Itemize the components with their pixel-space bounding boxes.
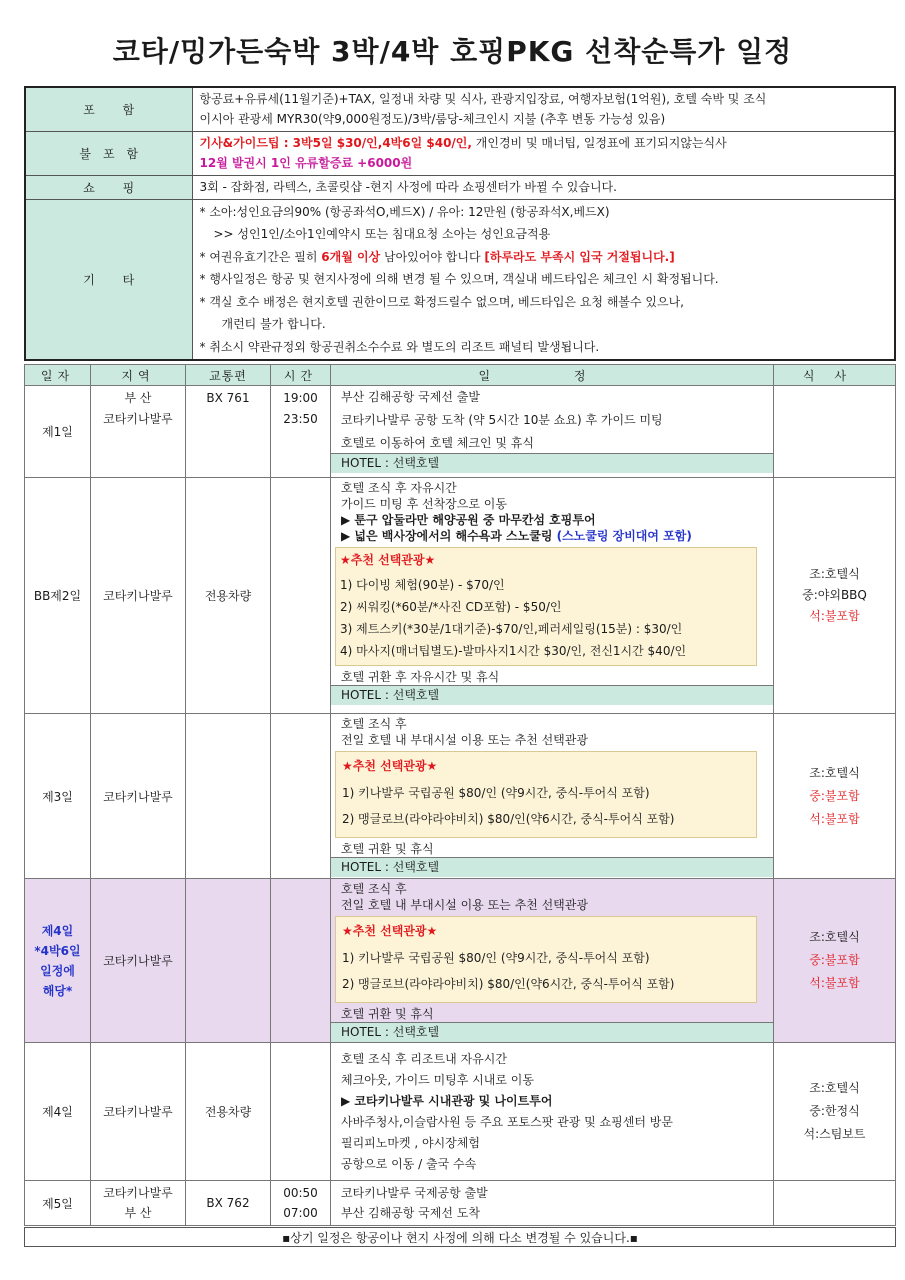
- header-transport: 교통편: [186, 365, 271, 386]
- day4-extended-meals: 조:호텔식 중:불포함 석:불포함: [774, 879, 896, 1043]
- include-line-2: 이시아 관광세 MYR30(약9,000원정도)/3박/룸당-체크인시 지불 (추후 변동 가능성 있음): [199, 112, 666, 127]
- shopping-label: 쇼 핑: [25, 175, 192, 199]
- header-meals: 식사: [774, 365, 896, 386]
- fuel-surcharge: 12월 발권시 1인 유류할증료 +6000원: [199, 156, 413, 170]
- day4-itinerary: 호텔 조식 후 리조트내 자유시간 체크아웃, 가이드 미팅후 시내로 이동 ▶ 코타키나발루 시내관광 및 나이트투어 사바주청사,이슬람사원 등 주요 포토스팟 관광 및 쇼핑센터 방문 필리피노마켓 , 야시장체험 공항으로 이동 / 출국 수속: [331, 1043, 774, 1181]
- exclude-rest: 개인경비 및 매너팁, 일정표에 표기되지않는식사: [471, 136, 727, 150]
- day3-region: 코타키나발루: [91, 714, 186, 879]
- etc-line-1: * 소아:성인요금의90% (항공좌석O,베드X) / 유아: 12만원 (항공좌석X,베드X): [199, 204, 610, 219]
- day5-label: 제5일: [25, 1181, 91, 1226]
- day4-extended-region: 코타키나발루: [91, 879, 186, 1043]
- day2-meals: 조:호텔식 중:야외BBQ 석:불포함: [774, 478, 896, 714]
- day2-itinerary: 호텔 조식 후 자유시간 가이드 미팅 후 선착장으로 이동 ▶ 툰구 압둘라만 해양공원 중 마무칸섬 호핑투어 ▶ 넓은 백사장에서의 해수욕과 스노쿨링 (스노쿨링 장비대여 포함) ★추천 선택관광★ 1) 다이빙 체험(90분) - $70/인 2) 씨워킹(*60분/*사진 CD포함) - $50/인 3) 제트스키(*30분/1대기준)-$70/인,페러세일링(15분) : $30/인 4) 마사지(매너팁별도)-발마사지1시간 $30/인, 전신1시간 $40/인 호텔 귀환 후 자유시간 및 휴식 HOTEL : 선택호텔: [331, 478, 774, 714]
- day3-meals: 조:호텔식 중:불포함 석:불포함: [774, 714, 896, 879]
- day2-transport: 전용차량: [186, 478, 271, 714]
- day2-hotel: HOTEL : 선택호텔: [331, 685, 773, 705]
- etc-line-3: * 여권유효기간은 필히 6개월 이상 남아있어야 합니다 [하루라도 부족시 입국 거절됩니다.]: [199, 249, 675, 264]
- day3-itinerary: 호텔 조식 후 전일 호텔 내 부대시설 이용 또는 추천 선택관광 ★추천 선택관광★ 1) 키나발루 국립공원 $80/인 (약9시간, 중식-투어식 포함) 2) 맹글로브(라야라야비치) $80/인(약6시간, 중식-투어식 포함) 호텔 귀환 및 휴식 HOTEL : 선택호텔: [331, 714, 774, 879]
- day2-region: 코타키나발루: [91, 478, 186, 714]
- day5-row: [25, 1181, 896, 1226]
- day1-itinerary: 부산 김해공항 국제선 출발 코타키나발루 공항 도착 (약 5시간 10분 쇼요) 후 가이드 미팅 호텔로 이동하여 호텔 체크인 및 휴식 HOTEL : 선택호텔: [331, 386, 774, 478]
- day3-time: [271, 714, 331, 879]
- day4-extended-time: [271, 879, 331, 1043]
- day4-time: [271, 1043, 331, 1181]
- header-time: 시간: [271, 365, 331, 386]
- day5-meals: [774, 1181, 896, 1226]
- day4-extended-row: [25, 879, 896, 1043]
- etc-label: 기 타: [25, 199, 192, 360]
- footer-notice: ▪상기 일정은 항공이나 현지 사정에 의해 다소 변경될 수 있습니다.▪: [24, 1227, 896, 1247]
- day4-extended-hotel: HOTEL : 선택호텔: [331, 1022, 773, 1042]
- shopping-row: [25, 175, 895, 199]
- header-itinerary: 일 정: [331, 365, 774, 386]
- include-label: 포 함: [25, 87, 192, 131]
- day4-region: 코타키나발루: [91, 1043, 186, 1181]
- day4-extended-option-box: ★추천 선택관광★ 1) 키나발루 국립공원 $80/인 (약9시간, 중식-투어식 포함) 2) 맹글로브(라야라야비치) $80/인(약6시간, 중식-투어식 포함): [335, 916, 757, 1003]
- etc-line-2: >> 성인1인/소아1인예약시 또는 침대요청 소아는 성인요금적용: [213, 227, 551, 241]
- etc-line-6: 개런티 불가 합니다.: [221, 317, 326, 331]
- etc-line-5: * 객실 호수 배정은 현지호텔 권한이므로 확정드릴수 없으며, 베드타입은 요청 해볼수 있으나,: [199, 294, 684, 309]
- day4-transport: 전용차량: [186, 1043, 271, 1181]
- day5-times: 00:50 07:00: [271, 1181, 331, 1226]
- include-line-1: 항공료+유류세(11월기준)+TAX, 일정내 차량 및 식사, 관광지입장료, 여행자보험(1억원), 호텔 숙박 및 조식: [199, 92, 767, 107]
- schedule-header-row: [25, 365, 896, 386]
- day1-times: 19:00 23:50: [271, 386, 331, 478]
- day4-row: [25, 1043, 896, 1181]
- exclude-line-1: [200, 133, 888, 153]
- header-region: 지역: [91, 365, 186, 386]
- day1-row: [25, 386, 896, 478]
- day5-region: 코타키나발루 부 산: [91, 1181, 186, 1226]
- day1-transport: BX 761: [186, 386, 271, 478]
- etc-text: [192, 199, 895, 360]
- header-day: 일자: [25, 365, 91, 386]
- day5-transport: BX 762: [186, 1181, 271, 1226]
- include-text: [192, 87, 895, 131]
- etc-row: [25, 199, 895, 360]
- day2-time: [271, 478, 331, 714]
- day3-option-box: ★추천 선택관광★ 1) 키나발루 국립공원 $80/인 (약9시간, 중식-투어식 포함) 2) 맹글로브(라야라야비치) $80/인(약6시간, 중식-투어식 포함): [335, 751, 757, 838]
- day2-option-box: ★추천 선택관광★ 1) 다이빙 체험(90분) - $70/인 2) 씨워킹(*60분/*사진 CD포함) - $50/인 3) 제트스키(*30분/1대기준)-$70/인,페러세일링(15분) : $30/인 4) 마사지(매너팁별도)-발마사지1시간 $30/인, 전신1시간 $40/인: [335, 547, 757, 666]
- day4-meals: 조:호텔식 중:한정식 석:스팀보트: [774, 1043, 896, 1181]
- day4-extended-transport: [186, 879, 271, 1043]
- day1-label: 제1일: [25, 386, 91, 478]
- day4-label: 제4일: [25, 1043, 91, 1181]
- day5-itinerary: 코타키나발루 국제공항 출발 부산 김해공항 국제선 도착: [331, 1181, 774, 1226]
- etc-line-7: * 취소시 약관규정외 항공권취소수수료 와 별도의 리조트 패널티 발생됩니다.: [199, 339, 600, 354]
- day3-hotel: HOTEL : 선택호텔: [331, 857, 773, 877]
- exclude-text: [192, 131, 895, 175]
- schedule-table: [24, 364, 896, 1226]
- day1-meals: [774, 386, 896, 478]
- page-title: 코타/밍가든숙박 3박/4박 호핑PKG 선착순특가 일정: [112, 35, 793, 68]
- day3-transport: [186, 714, 271, 879]
- day4-extended-label: 제4일 *4박6일 일정에 해당*: [25, 879, 91, 1043]
- etc-line-4: * 행사일정은 항공 및 현지사정에 의해 변경 될 수 있으며, 객실내 베드타입은 체크인 시 확정됩니다.: [199, 272, 719, 286]
- day3-label: 제3일: [25, 714, 91, 879]
- package-info-table: [24, 86, 896, 361]
- exclude-row: [25, 131, 895, 175]
- day1-hotel: HOTEL : 선택호텔: [331, 453, 773, 473]
- day2-label: BB제2일: [25, 478, 91, 714]
- day3-row: [25, 714, 896, 879]
- include-row: [25, 87, 895, 131]
- day4-extended-itinerary: 호텔 조식 후 전일 호텔 내 부대시설 이용 또는 추천 선택관광 ★추천 선택관광★ 1) 키나발루 국립공원 $80/인 (약9시간, 중식-투어식 포함) 2) 맹글로브(라야라야비치) $80/인(약6시간, 중식-투어식 포함) 호텔 귀환 및 휴식 HOTEL : 선택호텔: [331, 879, 774, 1043]
- day2-row: [25, 478, 896, 714]
- exclude-label: 불포함: [25, 131, 192, 175]
- day1-region: 부 산 코타키나발루: [91, 386, 186, 478]
- tip-info: 기사&가이드팁 : 3박5일 $30/인,4박6일 $40/인,: [199, 136, 472, 150]
- shopping-text: 3회 - 잡화점, 라텍스, 초콜릿샵 -현지 사정에 따라 쇼핑센터가 바뀔 수 있습니다.: [192, 175, 895, 199]
